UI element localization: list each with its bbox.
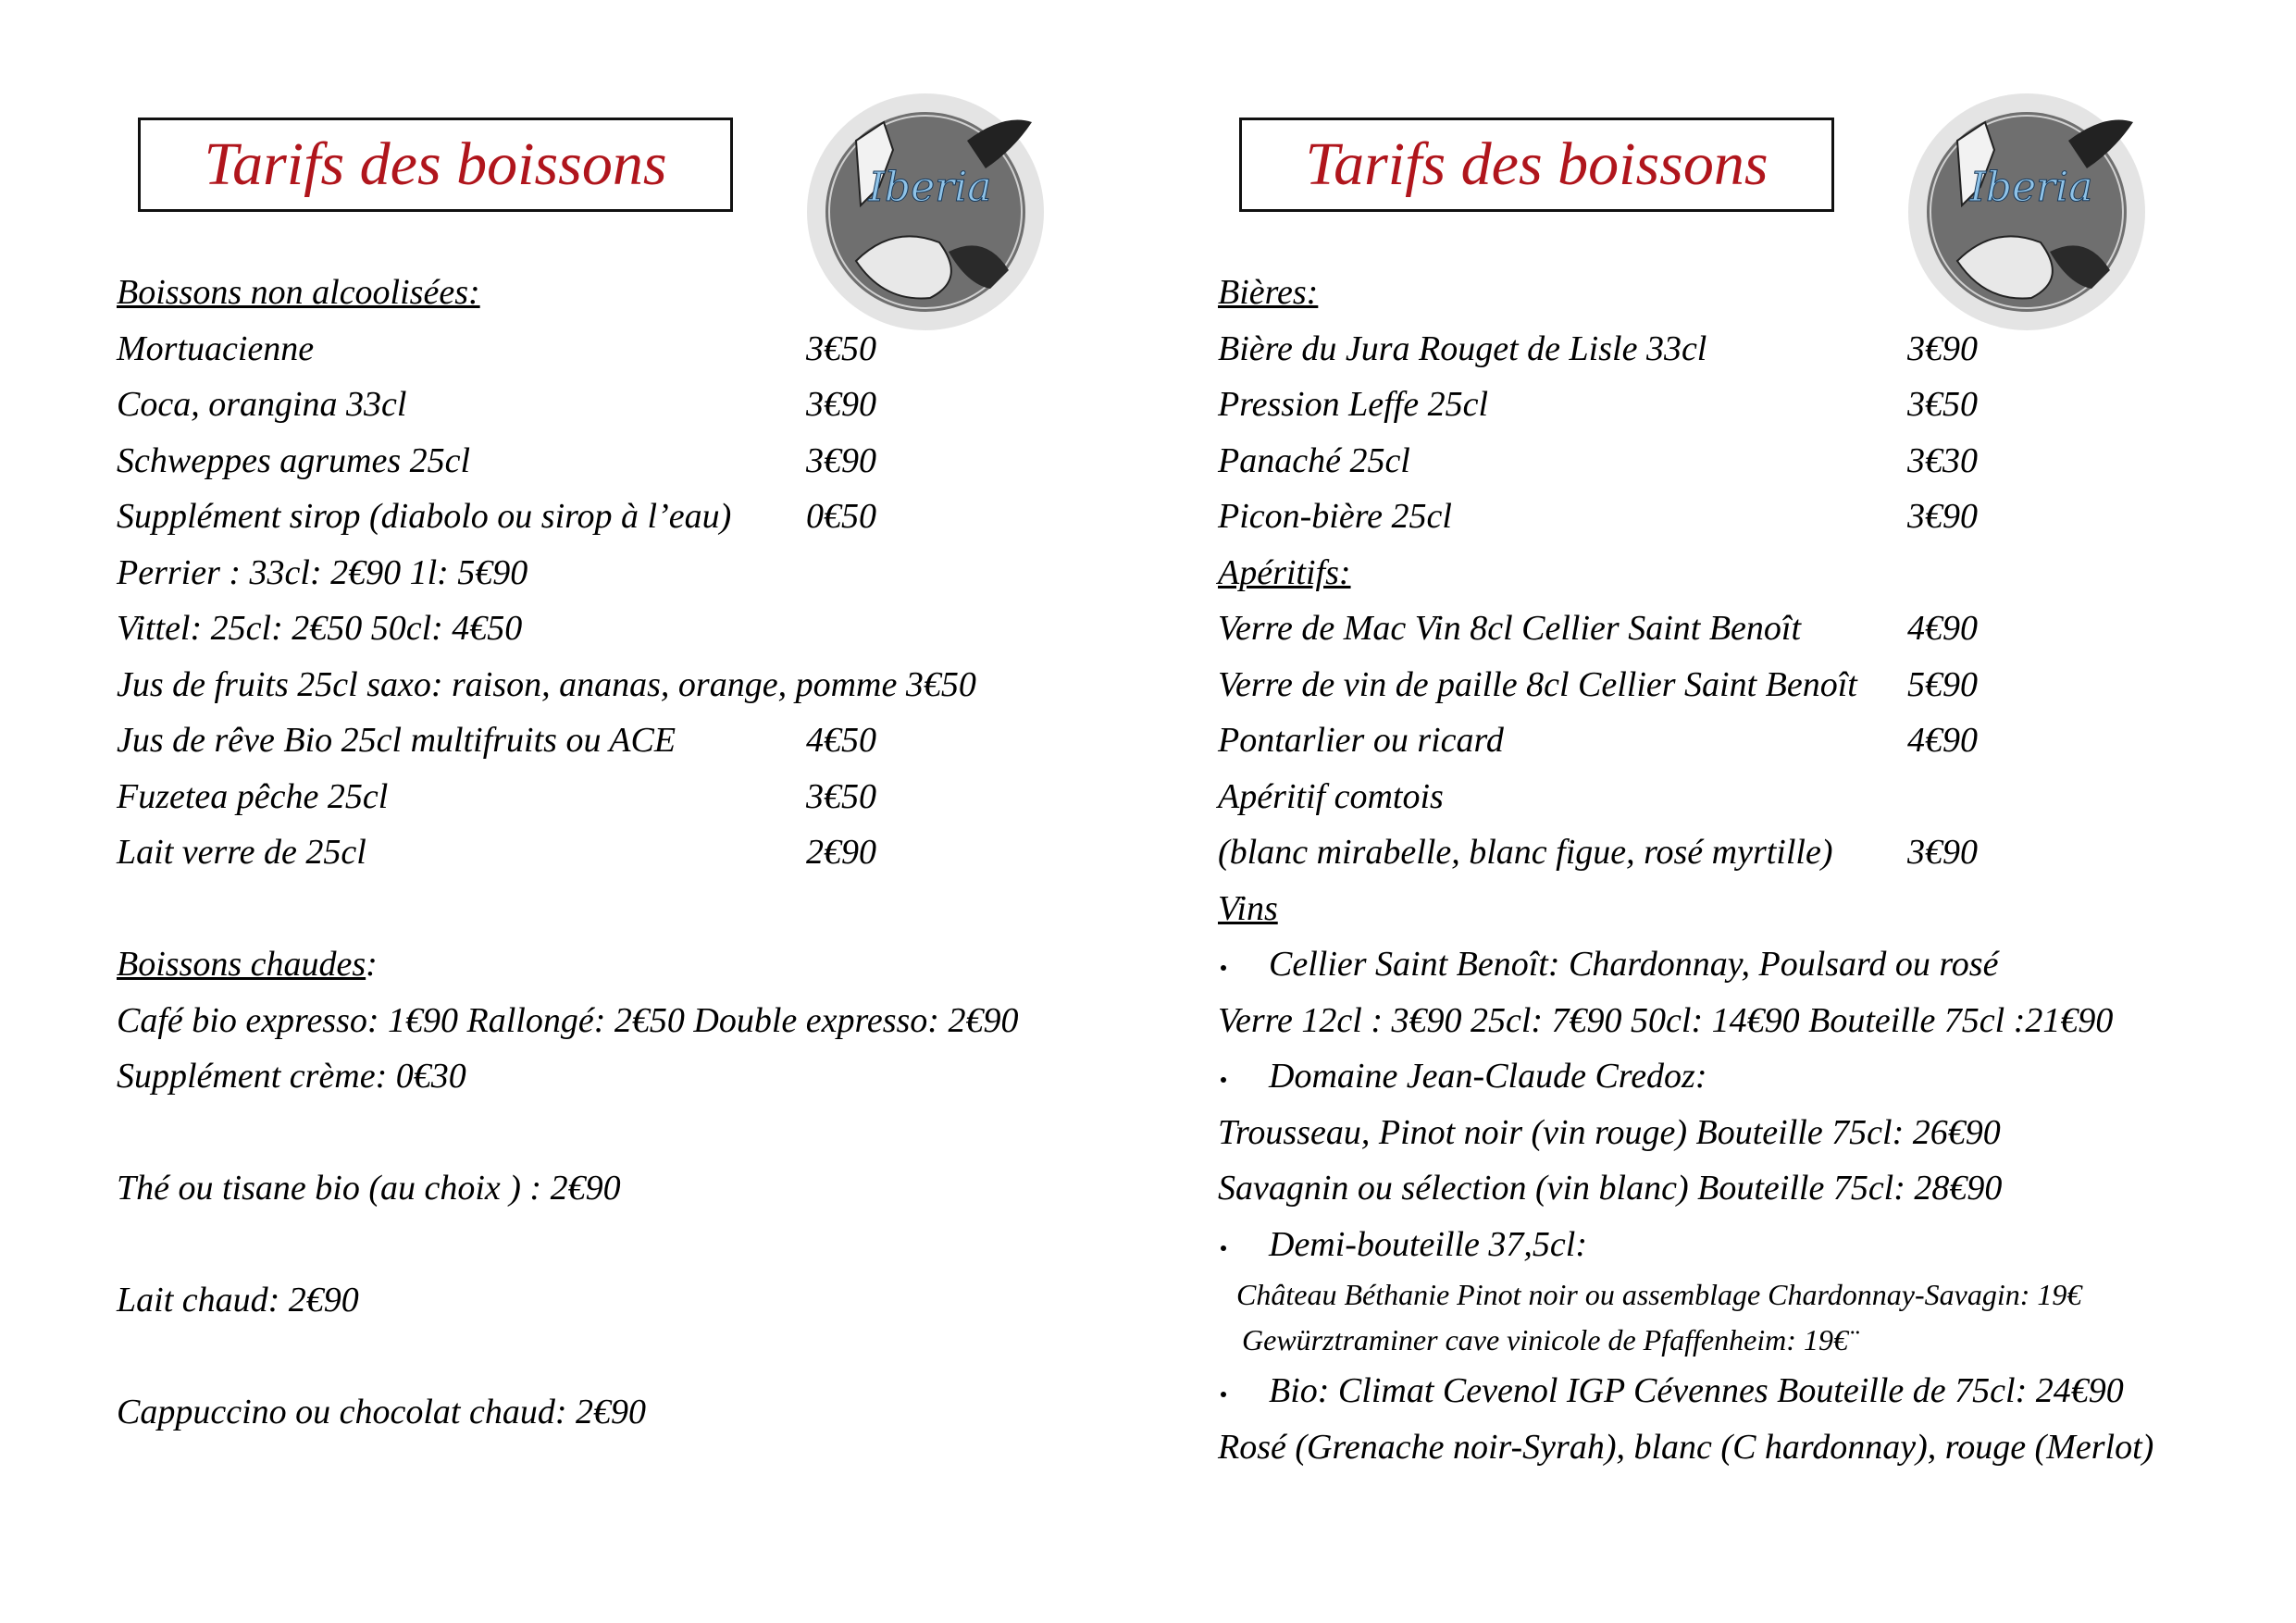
section-heading: Bières: [1218,273,1319,312]
menu-row: Savagnin ou sélection (vin blanc) Bouteille 75cl: 28€90 [1218,1169,2003,1208]
bullet-item: Bio: Climat Cevenol IGP Cévennes Bouteille de 75cl: 24€90 [1218,1363,2264,1419]
menu-row: (blanc mirabelle, blanc figue, rosé myrtille) 3€90 [1218,824,2264,881]
page-title: Tarifs des boissons [1305,130,1769,198]
menu-row: Pression Leffe 25cl 3€50 [1218,377,2264,433]
price: 2€90 [806,833,876,872]
logo-text: Iberia [868,164,992,211]
menu-row: Schweppes agrumes 25cl 3€90 [117,433,1162,489]
menu-row: Picon-bière 25cl 3€90 [1218,489,2264,545]
menu-row: Coca, orangina 33cl 3€90 [117,377,1162,433]
page-title: Tarifs des boissons [204,130,667,198]
price: 3€90 [1907,328,1978,368]
price: 3€90 [806,385,876,424]
menu-row: Panaché 25cl 3€30 [1218,433,2264,489]
bullet-item: Cellier Saint Benoît: Chardonnay, Poulsard ou rosé [1218,936,2264,993]
menu-row: Verre de vin de paille 8cl Cellier Saint Benoît 5€90 [1218,657,2264,713]
menu-row: Vittel: 25cl: 2€50 50cl: 4€50 [117,609,523,648]
logo-text: Iberia [1969,164,2093,211]
price: 3€50 [806,776,876,816]
price: 3€30 [1907,440,1978,480]
price: 5€90 [1907,664,1978,704]
menu-row: Apéritif comtois [1218,776,1444,816]
menu-row: Cappuccino ou chocolat chaud: 2€90 [117,1393,647,1431]
right-content [1218,265,2264,1475]
menu-row: Mortuacienne 3€50 [117,321,1162,378]
menu-row: Bière du Jura Rouget de Lisle 33cl 3€90 [1218,321,2264,378]
menu-row: Jus de fruits 25cl saxo: raison, ananas, orange, pomme 3€50 [117,664,976,704]
menu-row: Supplément crème: 0€30 [117,1057,466,1096]
menu-row: Lait verre de 25cl 2€90 [117,824,1162,881]
price: 4€90 [1907,721,1978,760]
price: 4€90 [1907,609,1978,648]
bullet-item: Domaine Jean-Claude Credoz: [1218,1048,2264,1105]
right-page [1101,0,2249,1623]
menu-row: Trousseau, Pinot noir (vin rouge) Bouteille 75cl: 26€90 [1218,1112,2001,1152]
price: 0€50 [806,497,876,536]
section-heading: Boissons non alcoolisées: [117,273,480,312]
menu-row: Lait chaud: 2€90 [117,1281,359,1319]
menu-row: Pontarlier ou ricard 4€90 [1218,712,2264,769]
price: 3€90 [1907,833,1978,872]
section-heading: Apéritifs: [1218,552,1351,592]
menu-row: Supplément sirop (diabolo ou sirop à l’eau) 0€50 [117,489,1162,545]
spacer [117,1105,1162,1161]
bullet-item: Demi-bouteille 37,5cl: [1218,1217,2264,1273]
section-heading: Boissons chaudes: [117,945,378,984]
price: 3€50 [806,328,876,368]
spacer [117,1217,1162,1273]
spacer [117,881,1162,937]
spacer [117,1329,1162,1385]
menu-row: Thé ou tisane bio (au choix ) : 2€90 [117,1169,621,1208]
price: 3€90 [1907,497,1978,536]
menu-row: Fuzetea pêche 25cl 3€50 [117,769,1162,825]
menu-row-small: Château Béthanie Pinot noir ou assemblage Chardonnay-Savagin: 19€ [1236,1278,2082,1311]
price: 3€90 [806,440,876,480]
title-box [138,118,733,212]
title-box [1239,118,1834,212]
menu-row: Perrier : 33cl: 2€90 1l: 5€90 [117,552,528,592]
menu-row: Jus de rêve Bio 25cl multifruits ou ACE 4€50 [117,712,1162,769]
menu-row: Verre 12cl : 3€90 25cl: 7€90 50cl: 14€90 Bouteille 75cl :21€90 [1218,1000,2114,1040]
menu-row: Verre de Mac Vin 8cl Cellier Saint Benoît 4€90 [1218,601,2264,657]
menu-row-small: Gewürztraminer cave vinicole de Pfaffenheim: 19€¨ [1242,1323,1858,1357]
price: 3€50 [1907,385,1978,424]
left-content [117,265,1162,1441]
menu-row: Rosé (Grenache noir-Syrah), blanc (C hardonnay), rouge (Merlot) [1218,1427,2154,1467]
price: 4€50 [806,721,876,760]
menu-row: Café bio expresso: 1€90 Rallongé: 2€50 Double expresso: 2€90 [117,1000,1019,1040]
section-heading: Vins [1218,888,1278,928]
